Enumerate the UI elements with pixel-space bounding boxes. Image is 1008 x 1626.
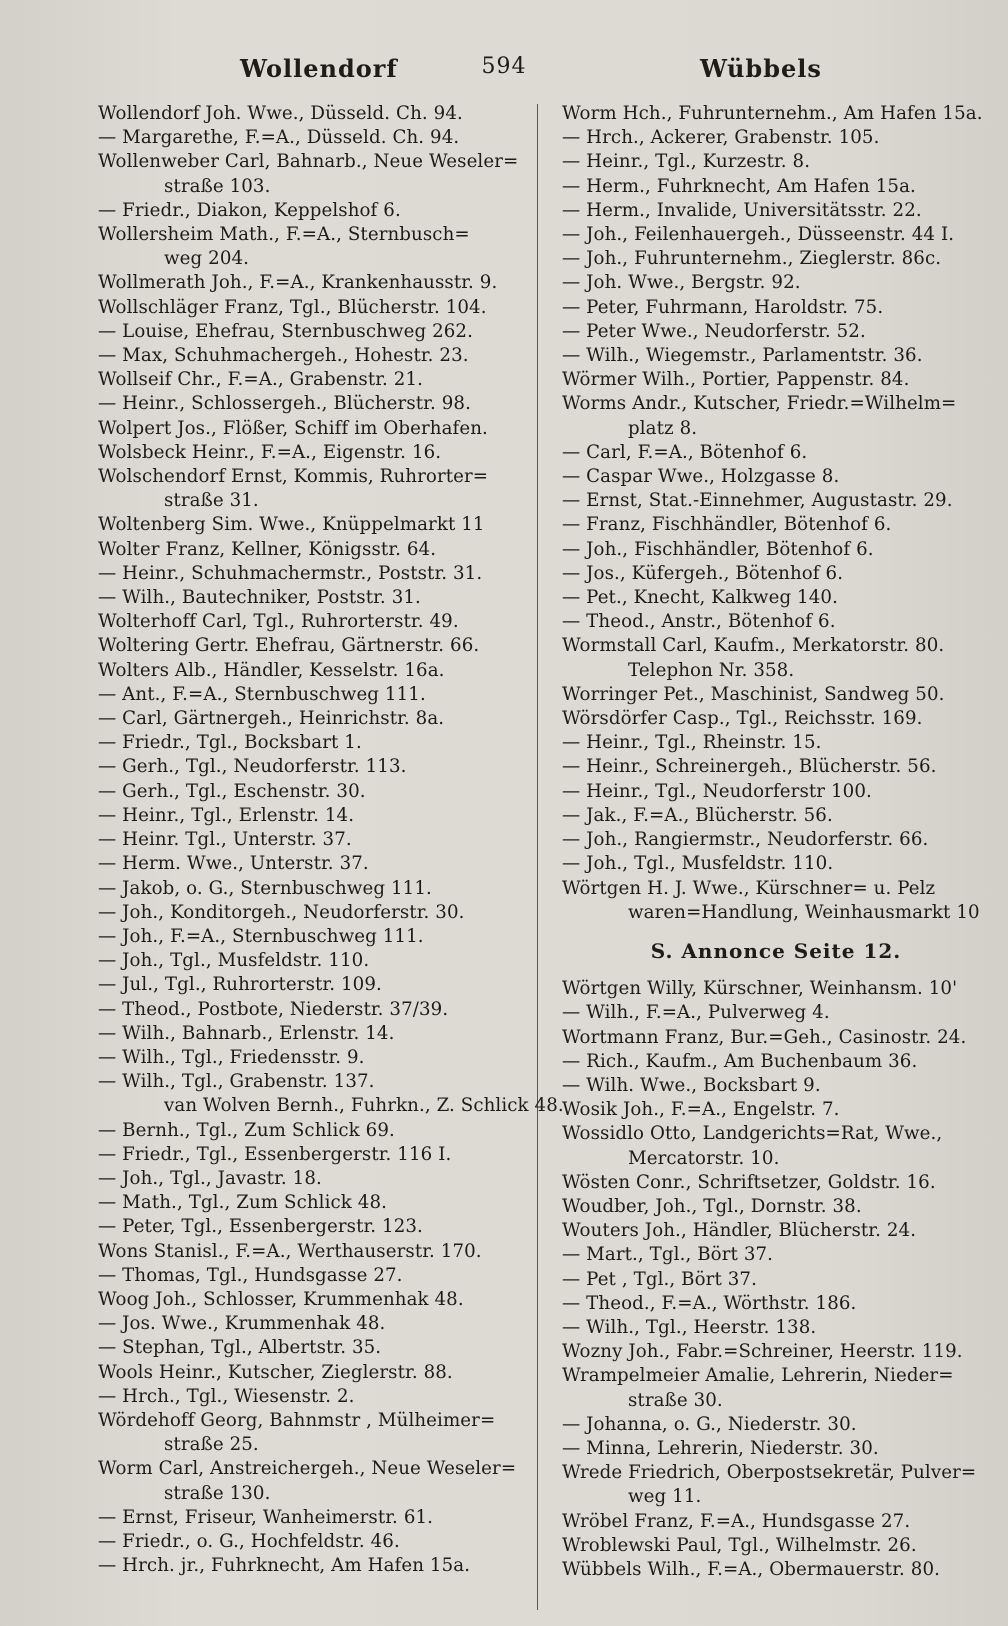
directory-entry-line: van Wolven Bernh., Fuhrkn., Z. Schlick 48. xyxy=(164,1095,564,1117)
directory-entry-line: Mercatorstr. 10. xyxy=(628,1147,780,1169)
right-column-entries-b xyxy=(560,977,992,1582)
directory-entry-line: — Friedr., Diakon, Keppelshof 6. xyxy=(98,199,401,221)
directory-entry-line: Wollenweber Carl, Bahnarb., Neue Weseler= xyxy=(98,151,519,173)
running-head-right: Wübbels xyxy=(700,54,822,83)
directory-entry-line: straße 25. xyxy=(164,1434,259,1456)
directory-entry-line: Wosik Joh., F.=A., Engelstr. 7. xyxy=(562,1099,840,1121)
running-head-left: Wollendorf xyxy=(240,54,398,83)
directory-entry-line: — Caspar Wwe., Holzgasse 8. xyxy=(562,466,840,488)
directory-entry-line: — Ernst, Friseur, Wanheimerstr. 61. xyxy=(98,1506,434,1528)
directory-entry-line: — Wilh., Wiegemstr., Parlamentstr. 36. xyxy=(562,345,923,367)
directory-entry-line: — Carl, Gärtnergeh., Heinrichstr. 8a. xyxy=(98,708,445,730)
directory-entry-line: Wörmer Wilh., Portier, Pappenstr. 84. xyxy=(562,369,910,391)
directory-entry-line: Worms Andr., Kutscher, Friedr.=Wilhelm= xyxy=(562,393,957,415)
directory-entry-line: — Thomas, Tgl., Hundsgasse 27. xyxy=(98,1264,403,1286)
directory-entry-line: — Pet , Tgl., Bört 37. xyxy=(562,1268,757,1290)
directory-entry-line: weg 204. xyxy=(164,248,250,270)
directory-entry-line: — Joh., Fischhändler, Bötenhof 6. xyxy=(562,538,874,560)
directory-entry-line: — Joh., Fuhrunternehm., Zieglerstr. 86c. xyxy=(562,248,942,270)
directory-entry-line: — Jul., Tgl., Ruhrorterstr. 109. xyxy=(98,974,382,996)
directory-entry-line: — Jak., F.=A., Blücherstr. 56. xyxy=(562,804,833,826)
directory-entry-line: — Wilh. Wwe., Bocksbart 9. xyxy=(562,1074,821,1096)
directory-entry-line: straße 103. xyxy=(164,175,271,197)
directory-entry-line: — Pet., Knecht, Kalkweg 140. xyxy=(562,587,838,609)
directory-entry-line: — Louise, Ehefrau, Sternbuschweg 262. xyxy=(98,320,473,342)
directory-entry-line: Wröbel Franz, F.=A., Hundsgasse 27. xyxy=(562,1510,911,1532)
directory-entry-line: — Joh., Tgl., Javastr. 18. xyxy=(98,1167,322,1189)
directory-entry-line: Wolpert Jos., Flößer, Schiff im Oberhafen. xyxy=(98,417,488,439)
directory-entry-line: Woudber, Joh., Tgl., Dornstr. 38. xyxy=(562,1195,862,1217)
directory-entry-line: Worm Hch., Fuhrunternehm., Am Hafen 15a. xyxy=(562,103,983,124)
directory-entry-line: — Heinr., Tgl., Neudorferstr 100. xyxy=(562,780,872,802)
directory-entry-line: Telephon Nr. 358. xyxy=(628,659,795,681)
directory-entry-line: Wons Stanisl., F.=A., Werthauserstr. 170. xyxy=(98,1240,482,1262)
directory-entry-line: — Joh. Wwe., Bergstr. 92. xyxy=(562,272,801,294)
directory-entry-line: — Peter Wwe., Neudorferstr. 52. xyxy=(562,320,866,342)
directory-entry-line: — Friedr., Tgl., Essenbergerstr. 116 I. xyxy=(98,1143,452,1165)
directory-entry-line: — Joh., Tgl., Musfeldstr. 110. xyxy=(98,950,370,972)
directory-entry-line: waren=Handlung, Weinhausmarkt 10 xyxy=(628,901,980,923)
directory-entry-line: straße 130. xyxy=(164,1482,271,1504)
directory-entry-line: — Heinr., Tgl., Kurzestr. 8. xyxy=(562,151,811,173)
directory-entry-line: — Wilh., Bahnarb., Erlenstr. 14. xyxy=(98,1022,395,1044)
directory-entry-line: — Joh., F.=A., Sternbuschweg 111. xyxy=(98,925,424,947)
directory-entry-line: — Math., Tgl., Zum Schlick 48. xyxy=(98,1192,388,1214)
directory-entry-line: Wolterhoff Carl, Tgl., Ruhrorterstr. 49. xyxy=(98,611,459,633)
directory-entry-line: Wrede Friedrich, Oberpostsekretär, Pulver= xyxy=(562,1462,977,1484)
directory-entry-line: Wörtgen H. J. Wwe., Kürschner= u. Pelz xyxy=(562,877,936,899)
directory-entry-line: Wollendorf Joh. Wwe., Düsseld. Ch. 94. xyxy=(98,103,463,124)
directory-entry-line: Wolter Franz, Kellner, Königsstr. 64. xyxy=(98,538,437,560)
directory-entry-line: Wördehoff Georg, Bahnmstr , Mülheimer= xyxy=(98,1409,496,1431)
directory-entry-line: — Wilh., F.=A., Pulverweg 4. xyxy=(562,1002,830,1024)
directory-entry-line: — Theod., Anstr., Bötenhof 6. xyxy=(562,611,836,633)
directory-entry-line: — Ernst, Stat.-Einnehmer, Augustastr. 29. xyxy=(562,490,953,512)
directory-entry-line: Wormstall Carl, Kaufm., Merkatorstr. 80. xyxy=(562,635,945,657)
directory-entry-line: Wollschläger Franz, Tgl., Blücherstr. 104. xyxy=(98,296,487,318)
directory-entry-line: Wools Heinr., Kutscher, Zieglerstr. 88. xyxy=(98,1361,453,1383)
directory-entry-line: — Heinr., Tgl., Rheinstr. 15. xyxy=(562,732,822,754)
directory-entry-line: — Heinr., Schlossergeh., Blücherstr. 98. xyxy=(98,393,471,415)
directory-entry-line: — Hrch. jr., Fuhrknecht, Am Hafen 15a. xyxy=(98,1555,471,1577)
directory-entry-line: — Stephan, Tgl., Albertstr. 35. xyxy=(98,1337,382,1359)
right-column xyxy=(560,102,992,1582)
directory-entry-line: Wolters Alb., Händler, Kesselstr. 16a. xyxy=(98,659,445,681)
directory-entry-line: Wozny Joh., Fabr.=Schreiner, Heerstr. 119. xyxy=(562,1341,963,1363)
directory-entry-line: Worm Carl, Anstreichergeh., Neue Weseler= xyxy=(98,1458,517,1480)
directory-entry-line: Wörsdörfer Casp., Tgl., Reichsstr. 169. xyxy=(562,708,923,730)
directory-entry-line: — Rich., Kaufm., Am Buchenbaum 36. xyxy=(562,1050,918,1072)
directory-entry-line: — Friedr., o. G., Hochfeldstr. 46. xyxy=(98,1530,400,1552)
directory-entry-line: — Hrch., Tgl., Wiesenstr. 2. xyxy=(98,1385,355,1407)
directory-entry-line: — Johanna, o. G., Niederstr. 30. xyxy=(562,1413,857,1435)
directory-entry-line: — Wilh., Tgl., Friedensstr. 9. xyxy=(98,1046,365,1068)
directory-entry-line: — Joh., Tgl., Musfeldstr. 110. xyxy=(562,853,834,875)
directory-entry-line: — Ant., F.=A., Sternbuschweg 111. xyxy=(98,683,426,705)
directory-entry-line: — Theod., F.=A., Wörthstr. 186. xyxy=(562,1292,857,1314)
directory-entry-line: — Wilh., Tgl., Grabenstr. 137. xyxy=(98,1071,375,1093)
directory-entry-line: — Joh., Rangiermstr., Neudorferstr. 66. xyxy=(562,829,929,851)
directory-entry-line: Wouters Joh., Händler, Blücherstr. 24. xyxy=(562,1220,917,1242)
directory-entry-line: — Minna, Lehrerin, Niederstr. 30. xyxy=(562,1437,879,1459)
directory-entry-line: — Max, Schuhmachergeh., Hohestr. 23. xyxy=(98,345,469,367)
directory-entry-line: — Hrch., Ackerer, Grabenstr. 105. xyxy=(562,127,880,149)
directory-entry-line: — Joh., Feilenhauergeh., Düsseenstr. 44 I. xyxy=(562,224,955,246)
column-divider xyxy=(537,104,538,1610)
directory-entry-line: — Heinr., Schuhmachermstr., Poststr. 31. xyxy=(98,562,483,584)
directory-entry-line: — Gerh., Tgl., Eschenstr. 30. xyxy=(98,780,366,802)
directory-entry-line: Woltering Gertr. Ehefrau, Gärtnerstr. 66. xyxy=(98,635,480,657)
directory-entry-line: — Herm. Wwe., Unterstr. 37. xyxy=(98,853,369,875)
directory-entry-line: Wollseif Chr., F.=A., Grabenstr. 21. xyxy=(98,369,424,391)
directory-entry-line: Worringer Pet., Maschinist, Sandweg 50. xyxy=(562,683,945,705)
directory-entry-line: Wörtgen Willy, Kürschner, Weinhansm. 10' xyxy=(562,978,958,1000)
directory-entry-line: Wollmerath Joh., F.=A., Krankenhausstr. 9. xyxy=(98,272,498,294)
directory-entry-line: — Jos. Wwe., Krummenhak 48. xyxy=(98,1313,386,1335)
directory-entry-line: Woltenberg Sim. Wwe., Knüppelmarkt 11 xyxy=(98,514,485,536)
directory-entry-line: — Heinr., Schreinergeh., Blücherstr. 56. xyxy=(562,756,937,778)
directory-entry-line: Wübbels Wilh., F.=A., Obermauerstr. 80. xyxy=(562,1558,940,1580)
directory-entry-line: weg 11. xyxy=(628,1486,702,1508)
directory-entry-line: — Friedr., Tgl., Bocksbart 1. xyxy=(98,732,362,754)
right-column-entries-a xyxy=(560,102,992,925)
directory-entry-line: Wösten Conr., Schriftsetzer, Goldstr. 16. xyxy=(562,1171,936,1193)
directory-entry-line: — Margarethe, F.=A., Düsseld. Ch. 94. xyxy=(98,127,460,149)
directory-entry-line: Wortmann Franz, Bur.=Geh., Casinostr. 24. xyxy=(562,1026,967,1048)
directory-entry-line: — Herm., Invalide, Universitätsstr. 22. xyxy=(562,199,922,221)
section-heading: S. Annonce Seite 12. xyxy=(650,938,902,963)
directory-entry-line: — Heinr., Tgl., Erlenstr. 14. xyxy=(98,804,355,826)
directory-entry-line: straße 31. xyxy=(164,490,259,512)
directory-entry-line: — Peter, Fuhrmann, Haroldstr. 75. xyxy=(562,296,884,318)
directory-entry-line: — Heinr. Tgl., Unterstr. 37. xyxy=(98,829,352,851)
directory-entry-line: — Mart., Tgl., Bört 37. xyxy=(562,1244,774,1266)
left-column xyxy=(96,102,564,1578)
directory-entry-line: Wolsbeck Heinr., F.=A., Eigenstr. 16. xyxy=(98,441,442,463)
directory-entry-line: — Wilh., Bautechniker, Poststr. 31. xyxy=(98,587,421,609)
directory-entry-line: — Jakob, o. G., Sternbuschweg 111. xyxy=(98,877,432,899)
directory-entry-line: Woog Joh., Schlosser, Krummenhak 48. xyxy=(98,1288,464,1310)
directory-entry-line: Wossidlo Otto, Landgerichts=Rat, Wwe., xyxy=(562,1123,943,1145)
page-number: 594 xyxy=(481,54,527,79)
directory-entry-line: platz 8. xyxy=(628,417,698,439)
directory-entry-line: — Theod., Postbote, Niederstr. 37/39. xyxy=(98,998,449,1020)
directory-entry-line: — Peter, Tgl., Essenbergerstr. 123. xyxy=(98,1216,423,1238)
directory-entry-line: — Franz, Fischhändler, Bötenhof 6. xyxy=(562,514,892,536)
directory-entry-line: Wroblewski Paul, Tgl., Wilhelmstr. 26. xyxy=(562,1534,917,1556)
directory-entry-line: straße 30. xyxy=(628,1389,723,1411)
directory-entry-line: — Carl, F.=A., Bötenhof 6. xyxy=(562,441,808,463)
directory-entry-line: — Wilh., Tgl., Heerstr. 138. xyxy=(562,1316,817,1338)
directory-entry-line: Wolschendorf Ernst, Kommis, Ruhrorter= xyxy=(98,466,489,488)
directory-entry-line: Wollersheim Math., F.=A., Sternbusch= xyxy=(98,224,470,246)
directory-entry-line: — Bernh., Tgl., Zum Schlick 69. xyxy=(98,1119,395,1141)
directory-entry-line: — Jos., Küfergeh., Bötenhof 6. xyxy=(562,562,844,584)
directory-entry-line: — Herm., Fuhrknecht, Am Hafen 15a. xyxy=(562,175,916,197)
directory-entry-line: Wrampelmeier Amalie, Lehrerin, Nieder= xyxy=(562,1365,954,1387)
directory-entry-line: — Joh., Konditorgeh., Neudorferstr. 30. xyxy=(98,901,465,923)
directory-entry-line: — Gerh., Tgl., Neudorferstr. 113. xyxy=(98,756,407,778)
